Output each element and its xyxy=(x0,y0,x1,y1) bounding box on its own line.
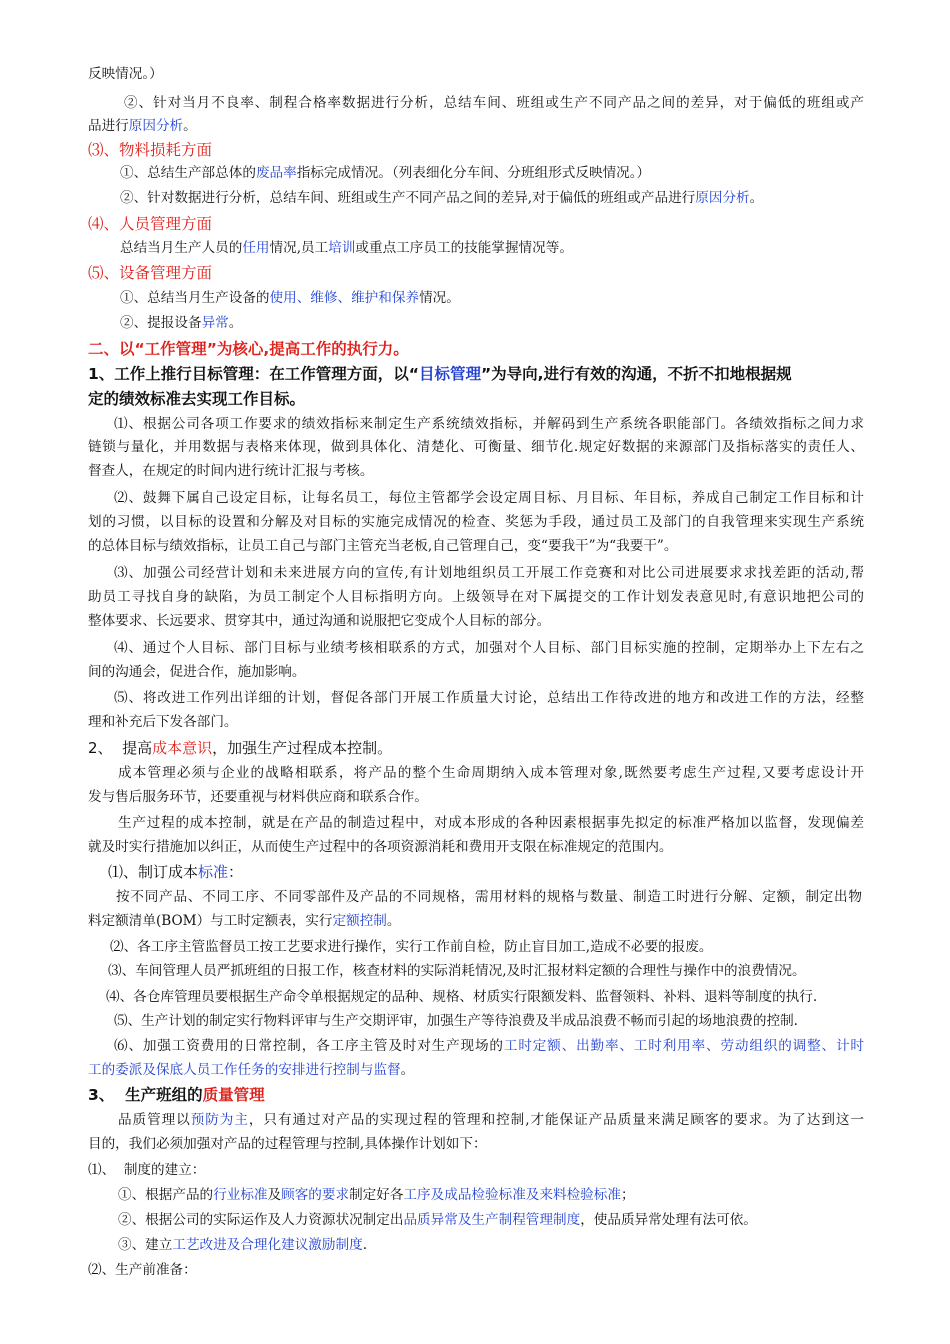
emphasis-text: 二、以“工作管理”为核心,提高工作的执行力。 xyxy=(88,340,409,358)
keyword-text: 工艺改进及合理化建议激励制度 xyxy=(172,1237,363,1253)
body-text: ①、总结当月生产设备的 xyxy=(120,290,270,306)
text-line xyxy=(114,688,865,708)
text-line xyxy=(114,1036,865,1056)
body-text: 总结当月生产人员的 xyxy=(120,240,243,256)
text-line xyxy=(120,313,242,333)
body-text: ③、建立 xyxy=(118,1237,173,1253)
text-line xyxy=(88,389,305,409)
text-line xyxy=(88,1060,414,1080)
body-text: 。 xyxy=(400,1062,415,1078)
keyword-text: 异常 xyxy=(201,315,229,331)
body-text: 发与售后服务环节，还要重视与材料供应商和联系合作。 xyxy=(88,789,428,805)
keyword-text: 行业标准 xyxy=(213,1187,268,1203)
body-text: ⑸、将改进工作列出详细的计划，督促各部门开展工作质量大讨论，总结出工作待改进的地方和改进工作的方法，经整 xyxy=(114,690,865,706)
text-line xyxy=(88,911,400,931)
keyword-text: 使用、维修、维护和保养 xyxy=(269,290,420,306)
body-text: ⑶、车间管理人员严抓班组的日报工作，核查材料的实际消耗情况,及时汇报材料定额的合理性与操作中的浪费情况。 xyxy=(108,963,806,979)
body-text: 间的沟通会，促进合作，施加影响。 xyxy=(88,664,306,680)
text-line xyxy=(88,587,865,607)
body-text: ⑴、制订成本 xyxy=(108,863,199,881)
text-line xyxy=(88,787,428,807)
text-line xyxy=(88,512,865,532)
text-line xyxy=(120,238,573,258)
text-line xyxy=(88,712,238,732)
body-text: 品进行 xyxy=(88,118,129,134)
body-text: ⑵、生产前准备： xyxy=(88,1262,197,1278)
keyword-text: 任用 xyxy=(242,240,270,256)
keyword-text: 工序及成品检验标准及来料检验标准 xyxy=(403,1187,621,1203)
body-text: 及 xyxy=(267,1187,282,1203)
text-line xyxy=(114,414,865,434)
body-text: 情况。 xyxy=(419,290,460,306)
body-text: 1、工作上推行目标管理：在工作管理方面，以“ xyxy=(88,365,419,383)
body-text: . xyxy=(362,1237,368,1253)
keyword-text: 预防为主 xyxy=(190,1112,249,1128)
text-line xyxy=(88,611,550,631)
body-text: ①、总结生产部总体的 xyxy=(120,165,256,181)
text-line xyxy=(116,887,863,907)
body-text: 生产过程的成本控制，就是在产品的制造过程中，对成本形成的各种因素根据事先拟定的标准严格加以监督，发现偏差 xyxy=(118,815,865,831)
body-text: ⑵、鼓舞下属自己设定目标，让每名员工，每位主管都学会设定周目标、月目标、年目标，养成自己制定工作目标和计 xyxy=(114,490,865,506)
body-text: 成本管理必须与企业的战略相联系，将产品的整个生命周期纳入成本管理对象,既然要考虑生产过程,又要考虑设计开 xyxy=(118,765,866,781)
body-text: 。 xyxy=(183,118,197,134)
body-text: 链锁与量化，并用数据与表格来体现，做到具体化、清楚化、可衡量、细节化.规定好数据的来源部门及指标落实的责任人、 xyxy=(88,439,865,455)
keyword-text: 目标管理 xyxy=(418,365,481,383)
body-text: 。 xyxy=(386,913,401,929)
keyword-text: 废品率 xyxy=(255,165,297,181)
text-line xyxy=(88,738,392,758)
body-text: 料定额清单(BOM）与工时定额表，实行 xyxy=(88,913,333,929)
keyword-text: 标准 xyxy=(198,863,229,881)
body-text: ⑷、各仓库管理员要根据生产命令单根据规定的品种、规格、材质实行限额发料、监督领料、补料、退料等制度的执行. xyxy=(106,989,818,1005)
text-line xyxy=(88,536,677,556)
text-line xyxy=(118,1110,865,1130)
body-text: 就及时实行措施加以纠正，从而使生产过程中的各项资源消耗和费用开支限在标准规定的范围内。 xyxy=(88,839,673,855)
text-line xyxy=(124,93,865,113)
text-line xyxy=(88,214,212,234)
body-text: ②、根据公司的实际运作及人力资源状况制定出 xyxy=(118,1212,404,1228)
body-text: 理和补充后下发各部门。 xyxy=(88,714,238,730)
body-text: ： xyxy=(228,863,244,881)
body-text: 指标完成情况。（列表细化分车间、分班组形式反映情况。） xyxy=(296,165,651,181)
emphasis-text: ⑶、物料损耗方面 xyxy=(88,141,213,159)
body-text: ，加强生产过程成本控制 xyxy=(212,739,378,757)
body-text: 3、 生产班组的 xyxy=(88,1086,203,1104)
body-text: 情况,员工 xyxy=(269,240,329,256)
keyword-text: 品质异常及生产制程管理制度 xyxy=(403,1212,581,1228)
text-line xyxy=(108,961,806,981)
body-text: ⑴、根据公司各项工作要求的绩效指标来制定生产系统绩效指标，并解码到生产系统各职能部门。各绩效指标之间力求 xyxy=(114,416,865,432)
text-line xyxy=(118,813,865,833)
emphasis-text: 成本意识 xyxy=(152,739,213,757)
text-line xyxy=(88,64,163,84)
body-text: ①、根据产品的 xyxy=(118,1187,214,1203)
body-text: 或重点工序员工的技能掌握情况等。 xyxy=(355,240,573,256)
text-line xyxy=(88,1085,265,1105)
text-line xyxy=(88,263,212,283)
keyword-text: 顾客的要求 xyxy=(281,1187,350,1203)
body-text: 品质管理以 xyxy=(118,1112,191,1128)
body-text: ⑷、通过个人目标、部门目标与业绩考核相联系的方式，加强对个人目标、部门目标实施的控制，定期举办上下左右之 xyxy=(114,640,865,656)
keyword-text: 工的委派及保底人员工作任务的安排进行控制与监督 xyxy=(88,1062,401,1078)
text-line xyxy=(118,1185,635,1205)
text-line xyxy=(120,163,650,183)
body-text: 。 xyxy=(228,315,243,331)
text-line xyxy=(88,339,409,359)
text-line xyxy=(88,364,792,384)
text-line xyxy=(88,116,197,136)
body-text: 督查人，在规定的时间内进行统计汇报与考核。 xyxy=(88,463,374,479)
emphasis-text: 质量管理 xyxy=(202,1086,265,1104)
text-line xyxy=(108,862,243,882)
text-line xyxy=(114,488,865,508)
body-text: ⑶、加强公司经营计划和未来进展方向的宣传,有计划地组织员工开展工作竞赛和对比公司进展要求求找差距的活动,帮 xyxy=(114,565,865,581)
body-text: 制定好各 xyxy=(349,1187,404,1203)
body-text: 。 xyxy=(377,739,393,757)
body-text: ⑴、 制度的建立： xyxy=(88,1162,206,1178)
body-text: ，使品质异常处理有法可依。 xyxy=(580,1212,757,1228)
text-line xyxy=(88,461,373,481)
keyword-text: 培训 xyxy=(328,240,356,256)
keyword-text: 原因分析 xyxy=(128,118,184,134)
text-line xyxy=(88,1134,487,1154)
body-text: ”为导向,进行有效的沟通，不折不扣地根据规 xyxy=(481,365,792,383)
text-line xyxy=(120,188,763,208)
body-text: 目的，我们必须加强对产品的过程管理与控制,具体操作计划如下： xyxy=(88,1136,487,1152)
text-line xyxy=(110,937,712,957)
text-line xyxy=(88,1260,197,1280)
text-line xyxy=(88,437,865,457)
keyword-text: 定额控制 xyxy=(332,913,387,929)
text-line xyxy=(88,662,306,682)
keyword-text: 工时定额、出勤率、工时利用率、劳动组织的调整、计时 xyxy=(503,1038,865,1054)
text-line xyxy=(114,638,865,658)
body-text: 。 xyxy=(749,190,764,206)
body-text: 的总体目标与绩效指标，让员工自己与部门主管充当老板,自己管理自己，变“要我干”为“我要干”。 xyxy=(88,538,678,554)
text-line xyxy=(114,563,865,583)
body-text: 反映情况。） xyxy=(88,66,163,82)
body-text: 2、 提高 xyxy=(88,739,153,757)
body-text: 助员工寻找自身的缺陷，为员工制定个人目标指明方向。上级领导在对下属提交的工作计划发表意见时,有意识地把公司的 xyxy=(88,589,865,605)
body-text: ②、针对当月不良率、制程合格率数据进行分析，总结车间、班组或生产不同产品之间的差异，对于偏低的班组或产 xyxy=(124,95,865,111)
body-text: ⑹、加强工资费用的日常控制，各工序主管及时对生产现场的 xyxy=(114,1038,504,1054)
text-line xyxy=(118,1210,757,1230)
text-line xyxy=(88,1160,205,1180)
text-line xyxy=(88,837,673,857)
emphasis-text: ⑷、人员管理方面 xyxy=(88,215,213,233)
body-text: ②、针对数据进行分析，总结车间、班组或生产不同产品之间的差异,对于偏低的班组或产品进行 xyxy=(120,190,696,206)
text-line xyxy=(106,987,817,1007)
body-text: ⑸、生产计划的制定实行物料评审与生产交期评审，加强生产等待浪费及半成品浪费不畅而引起的场地浪费的控制. xyxy=(114,1013,799,1029)
body-text: ⑵、各工序主管监督员工按工艺要求进行操作，实行工作前自检，防止盲目加工,造成不必要的报废。 xyxy=(110,939,713,955)
text-line xyxy=(118,763,865,783)
body-text: ； xyxy=(620,1187,635,1203)
text-line xyxy=(114,1011,798,1031)
body-text: 划的习惯，以目标的设置和分解及对目标的实施完成情况的检查、奖惩为手段，通过员工及部门的自我管理来实现生产系统 xyxy=(88,514,865,530)
body-text: ，只有通过对产品的实现过程的管理和控制,才能保证产品质量来满足顾客的要求。为了达到这一 xyxy=(248,1112,865,1128)
text-line xyxy=(120,288,460,308)
body-text: 按不同产品、不同工序、不同零部件及产品的不同规格，需用材料的规格与数量、制造工时进行分解、定额，制定出物 xyxy=(116,889,863,905)
keyword-text: 原因分析 xyxy=(695,190,750,206)
text-line xyxy=(88,140,212,160)
text-line xyxy=(118,1235,367,1255)
body-text: 整体要求、长远要求、贯穿其中，通过沟通和说服把它变成个人目标的部分。 xyxy=(88,613,551,629)
emphasis-text: ⑸、设备管理方面 xyxy=(88,264,213,282)
body-text: ②、提报设备 xyxy=(120,315,202,331)
body-text: 定的绩效标准去实现工作目标。 xyxy=(88,390,306,408)
